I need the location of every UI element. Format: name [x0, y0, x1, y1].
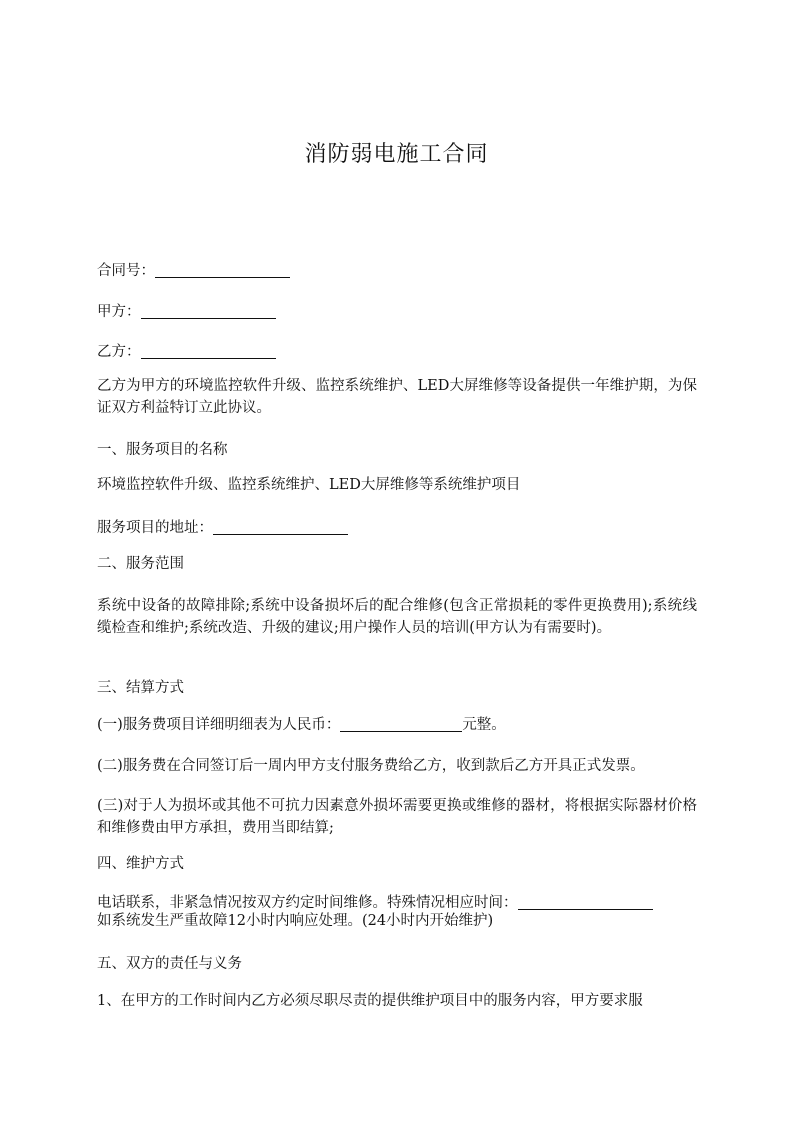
response-time-blank[interactable]: [518, 894, 653, 910]
section-2-text: 系统中设备的故障排除;系统中设备损坏后的配合维修(包含正常损耗的零件更换费用);系统线缆检查和维护;系统改造、升级的建议;用户操作人员的培训(甲方认为有需要时)。: [97, 598, 697, 636]
section-4-line-1-prefix: 电话联系，非紧急情况按双方约定时间维修。特殊情况相应时间：: [97, 895, 518, 911]
section-5-item-1: 1、在甲方的工作时间内乙方必须尽职尽责的提供维护项目中的服务内容，甲方要求服: [97, 993, 643, 1009]
service-address-blank[interactable]: [213, 519, 348, 535]
service-address-line: [97, 517, 697, 539]
section-1-text: 环境监控软件升级、监控系统维护、LED大屏维修等系统维护项目: [97, 477, 521, 493]
contract-number-label: 合同号：: [97, 263, 155, 279]
party-b-line: [97, 341, 697, 363]
section-3-heading: 三、结算方式: [97, 680, 184, 696]
fee-amount-blank[interactable]: [340, 716, 462, 732]
party-a-line: [97, 301, 697, 323]
intro-paragraph: 乙方为甲方的环境监控软件升级、监控系统维护、LED大屏维修等设备提供一年维护期，为保证双方利益特订立此协议。: [97, 378, 697, 416]
contract-number-line: [97, 260, 697, 282]
section-5-heading: 五、双方的责任与义务: [97, 956, 242, 972]
section-3-item-2: (二)服务费在合同签订后一周内甲方支付服务费给乙方，收到款后乙方开具正式发票。: [97, 758, 645, 774]
section-3-item-3: (三)对于人为损坏或其他不可抗力因素意外损坏需要更换或维修的器材，将根据实际器材价格和维修费由甲方承担，费用当即结算;: [97, 798, 697, 836]
section-3-item-1: [97, 714, 697, 736]
document-title: 消防弱电施工合同: [304, 142, 489, 167]
party-a-label: 甲方：: [97, 304, 141, 320]
section-3-item-1-suffix: 元整。: [462, 717, 506, 733]
section-2-heading: 二、服务范围: [97, 556, 184, 572]
service-address-label: 服务项目的地址：: [97, 520, 213, 536]
party-b-blank[interactable]: [141, 343, 276, 359]
section-4-line-2: 如系统发生严重故障12小时内响应处理。(24小时内开始维护): [97, 913, 494, 929]
contract-number-blank[interactable]: [155, 262, 290, 278]
party-b-label: 乙方：: [97, 344, 141, 360]
section-1-heading: 一、服务项目的名称: [97, 442, 228, 458]
section-4-heading: 四、维护方式: [97, 856, 184, 872]
party-a-blank[interactable]: [141, 303, 276, 319]
section-3-item-1-prefix: (一)服务费项目详细明细表为人民币：: [97, 717, 341, 733]
